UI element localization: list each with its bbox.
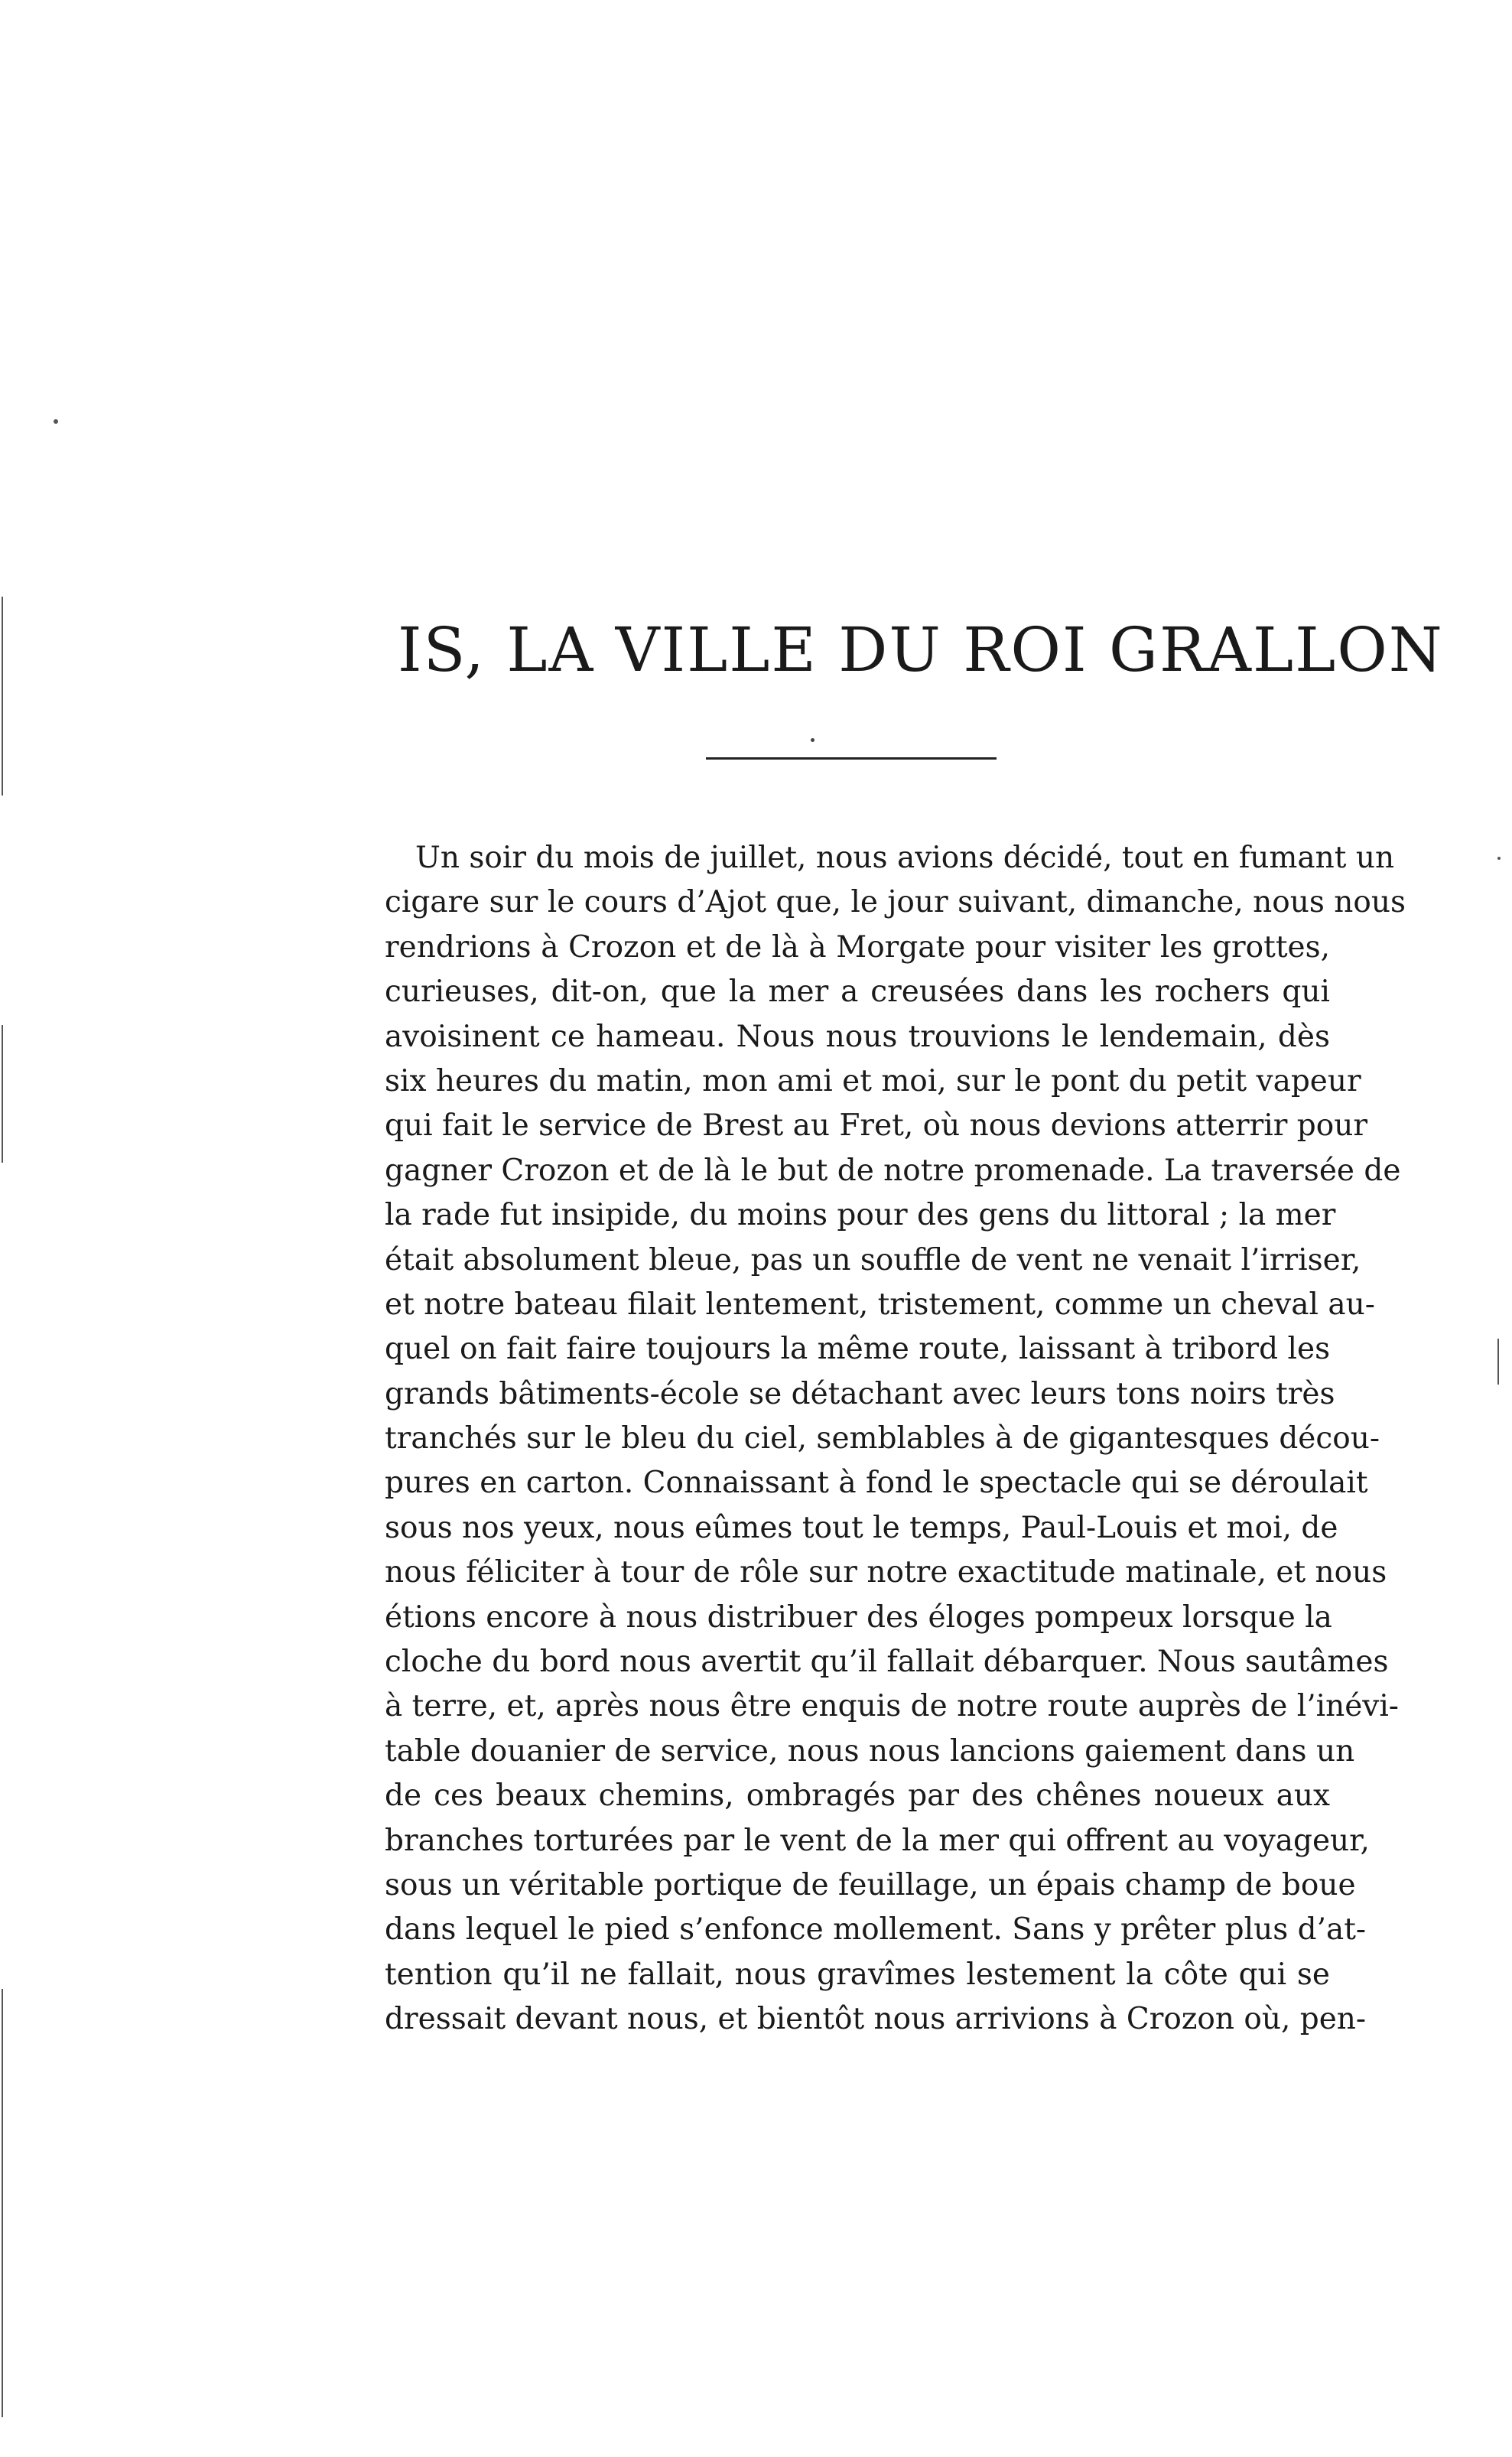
scan-edge-mark <box>2 1989 3 2417</box>
text-line: tention qu’il ne fallait, nous gravîmes lestement la côte qui se <box>385 1957 1330 1992</box>
text-line: curieuses, dit-on, que la mer a creusées dans les rochers qui <box>385 975 1330 1010</box>
scan-edge-mark <box>2 597 3 796</box>
text-line: et notre bateau filait lentement, tristement, comme un cheval au- <box>385 1287 1375 1322</box>
text-line: avoisinent ce hameau. Nous nous trouvions le lendemain, dès <box>385 1019 1330 1054</box>
text-line: cloche du bord nous avertit qu’il fallait débarquer. Nous sautâmes <box>385 1645 1389 1680</box>
text-line: dans lequel le pied s’enfonce mollement. Sans y prêter plus d’at- <box>385 1912 1367 1948</box>
text-line: gagner Crozon et de là le but de notre promenade. La traversée de <box>385 1153 1401 1188</box>
title-ornament-dot <box>811 738 815 742</box>
text-line: dressait devant nous, et bientôt nous arrivions à Crozon où, pen- <box>385 2002 1367 2037</box>
scan-speck <box>54 419 58 424</box>
title-divider-rule <box>706 757 997 760</box>
text-line: table douanier de service, nous nous lancions gaiement dans un <box>385 1733 1355 1769</box>
text-line: étions encore à nous distribuer des éloges pompeux lorsque la <box>385 1599 1332 1635</box>
text-line: Un soir du mois de juillet, nous avions décidé, tout en fumant un <box>415 841 1395 875</box>
body-paragraph <box>385 836 1406 2042</box>
text-line: quel on fait faire toujours la même route, laissant à tribord les <box>385 1332 1331 1367</box>
text-line: nous féliciter à tour de rôle sur notre exactitude matinale, et nous <box>385 1555 1387 1590</box>
text-line: tranchés sur le bleu du ciel, semblables à de gigantesques décou- <box>385 1421 1380 1456</box>
text-line: qui fait le service de Brest au Fret, où nous devions atterrir pour <box>385 1108 1367 1144</box>
text-line: à terre, et, après nous être enquis de notre route auprès de l’inévi- <box>385 1689 1399 1724</box>
text-line: la rade fut insipide, du moins pour des gens du littoral ; la mer <box>385 1198 1336 1233</box>
text-line: pures en carton. Connaissant à fond le spectacle qui se déroulait <box>385 1466 1368 1501</box>
scan-speck <box>1497 1339 1499 1385</box>
chapter-title: IS, LA VILLE DU ROI GRALLON <box>398 614 1444 685</box>
text-line: sous nos yeux, nous eûmes tout le temps, Paul-Louis et moi, de <box>385 1510 1338 1545</box>
text-line: grands bâtiments-école se détachant avec leurs tons noirs très <box>385 1376 1335 1411</box>
text-line: rendrions à Crozon et de là à Morgate pour visiter les grottes, <box>385 929 1330 965</box>
text-line: était absolument bleue, pas un souffle de vent ne venait l’irriser, <box>385 1242 1361 1277</box>
scan-speck <box>1497 857 1501 860</box>
text-line: cigare sur le cours d’Ajot que, le jour suivant, dimanche, nous nous <box>385 885 1406 920</box>
text-line: de ces beaux chemins, ombragés par des chênes noueux aux <box>385 1778 1330 1814</box>
text-line: six heures du matin, mon ami et moi, sur le pont du petit vapeur <box>385 1063 1361 1098</box>
text-line: branches torturées par le vent de la mer qui offrent au voyageur, <box>385 1823 1370 1858</box>
text-line: sous un véritable portique de feuillage, un épais champ de boue <box>385 1867 1356 1902</box>
scan-edge-mark <box>2 1025 3 1163</box>
